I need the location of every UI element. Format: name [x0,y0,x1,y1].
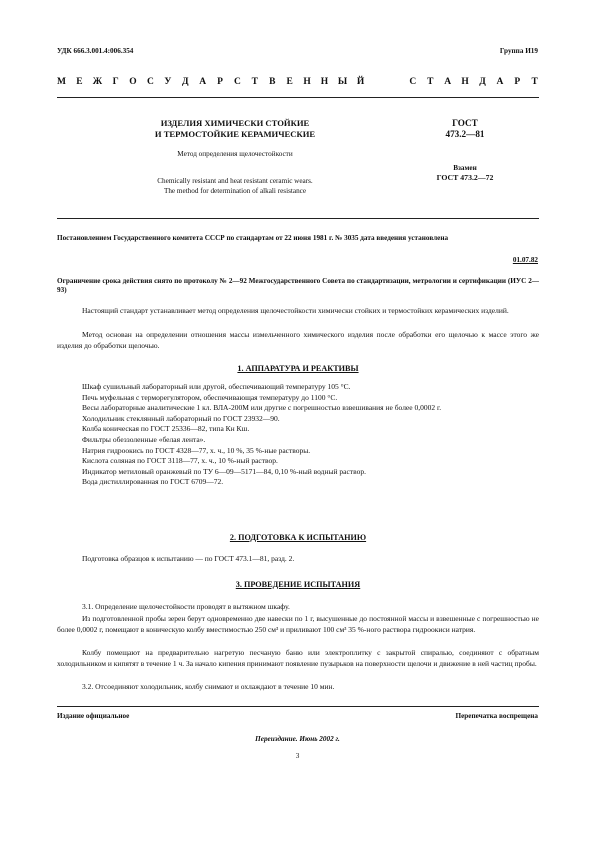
english-title-line-2: The method for determination of alkali resistance [163,187,307,195]
banner-letter: Д [479,77,486,87]
banner-letter: Р [514,77,521,87]
title-line-1: ИЗДЕЛИЯ ХИМИЧЕСКИ СТОЙКИЕ [160,118,310,128]
replaces-block [415,163,515,183]
equipment-item: Колба коническая по ГОСТ 25336—82, типа Кн Кш. [82,424,250,434]
banner-letter: Г [112,77,119,87]
replaces-label: Взамен [453,164,477,172]
section-1-heading: 1. АППАРАТУРА И РЕАКТИВЫ [237,364,359,373]
banner-letter: Е [76,77,83,87]
banner-letter: А [199,77,207,87]
banner-letter: Ж [92,77,103,87]
banner-letter: В [269,77,276,87]
equipment-item: Фильтры обеззоленные «белая лента». [82,434,206,444]
top-rule [57,97,539,98]
banner-letter [391,77,399,87]
banner-letter: Ы [337,77,348,87]
equipment-item: Вода дистиллированная по ГОСТ 6709—72. [82,477,224,487]
section-3-heading: 3. ПРОВЕДЕНИЕ ИСПЫТАНИЯ [235,580,361,589]
interstate-standard-banner [57,77,539,87]
equipment-item: Весы лабораторные аналитические 1 кл. ВЛА-200М или другие с погрешностью взвешивания не более 0,0002 г. [82,403,442,413]
banner-letter: Т [531,77,538,87]
english-title [100,176,370,196]
equipment-item: Холодильник стеклянный лабораторный по ГОСТ 23932—90. [82,413,280,423]
gost-number: 473.2—81 [445,129,485,139]
banner-letter: Е [286,77,293,87]
banner-letter: О [129,77,137,87]
intro-paragraph-1: Настоящий стандарт устанавливает метод определения щелочестойкости химически стойких и термостойких керамических изделий. [82,306,509,315]
official-edition-label: Издание официальное [57,712,130,720]
banner-letter: С [234,77,241,87]
procedure-paragraph-4: 3.2. Отсоединяют холодильник, колбу снимают и охлаждают в течение 10 мин. [82,682,335,691]
procedure-paragraph-2: Из подготовленной пробы зерен берут одновременно две навески по 1 г, высушенные до постоянной массы и взвешенные с погрешностью не более 0,0002 г, помещают в коническую колбу вместимостью 250 см³ и приливают 100 см³ 35 %-ного раствора гидроокиси натрия. [57,614,539,634]
banner-letter: М [57,77,66,87]
replaced-standard: ГОСТ 473.2—72 [436,173,494,182]
banner-letter: Т [251,77,259,87]
procedure-paragraph-3: Колбу помещают на предварительно нагретую песчаную баню или электроплитку с закрытой спиралью, соединяют с обратным холодильником и кипятят в течение 1 ч. За начало кипения принимают появление пузырьков на поверхности щелочи и движение в ней частиц пробы. [57,648,539,668]
intro-paragraph-2: Метод основан на определении отношения массы измельченного химического изделия после обработки его щелочью к массе этого же изделия до обработки щелочью. [57,330,539,350]
banner-letter: Н [461,77,469,87]
banner-letter [374,77,382,87]
equipment-item: Печь муфельная с терморегулятором, обеспечивающая температуру до 1100 °С. [82,392,338,402]
banner-letter: Р [217,77,223,87]
title-bottom-rule [57,218,539,219]
banner-letter: У [164,77,172,87]
group-code: Группа И19 [499,47,538,55]
banner-letter: Й [356,77,365,87]
banner-letter: Д [181,77,189,87]
banner-letter: С [409,77,417,87]
title-line-2: И ТЕРМОСТОЙКИЕ КЕРАМИЧЕСКИЕ [154,129,316,139]
preparation-text: Подготовка образцов к испытанию — по ГОСТ 473.1—81, разд. 2. [82,554,295,563]
method-title: Метод определения щелочестойкости [177,150,293,158]
equipment-item: Индикатор метиловый оранжевый по ТУ 6—09—5171—84, 0,10 %-ный водный раствор. [82,466,366,476]
banner-letter: Н [303,77,311,87]
equipment-item: Кислота соляная по ГОСТ 3118—77, х. ч., 10 %-ный раствор. [82,456,278,466]
banner-letter: Н [320,77,329,87]
banner-letter: С [146,77,154,87]
banner-letter: А [496,77,504,87]
procedure-paragraph-1: 3.1. Определение щелочестойкости проводят в вытяжном шкафу. [82,602,290,611]
reissue-note: Переиздание. Июнь 2002 г. [255,735,340,743]
page-number: 3 [295,752,300,760]
reprint-ban-label: Перепечатка воспрещена [455,712,538,720]
section-2-heading: 2. ПОДГОТОВКА К ИСПЫТАНИЮ [229,533,367,542]
decree-text: Постановлением Государственного комитета СССР по стандартам от 22 июня 1981 г. № 3035 дата введения установлена [57,234,449,242]
equipment-list [57,382,539,488]
decree-date: 01.07.82 [512,256,538,264]
banner-letter: А [444,77,452,87]
equipment-item: Шкаф сушильный лабораторный или другой, обеспечивающий температуру 105 °С. [82,382,351,391]
banner-letter: Т [427,77,434,87]
equipment-item: Натрия гидроокись по ГОСТ 4328—77, х. ч., 10 %, 35 %-ные растворы. [82,445,311,455]
document-title [110,118,360,140]
udk-code: УДК 666.3.001.4:006.354 [57,47,134,55]
gost-label: ГОСТ [452,118,478,128]
footer-rule [57,706,539,707]
gost-designation [415,118,515,140]
limitation-text: Ограничение срока действия снято по протоколу № 2—92 Межгосударственного Совета по стандартизации, метрологии и сертификации (ИУС 2—93) [57,277,539,294]
english-title-line-1: Chemically resistant and heat resistant ceramic wears. [157,177,313,185]
